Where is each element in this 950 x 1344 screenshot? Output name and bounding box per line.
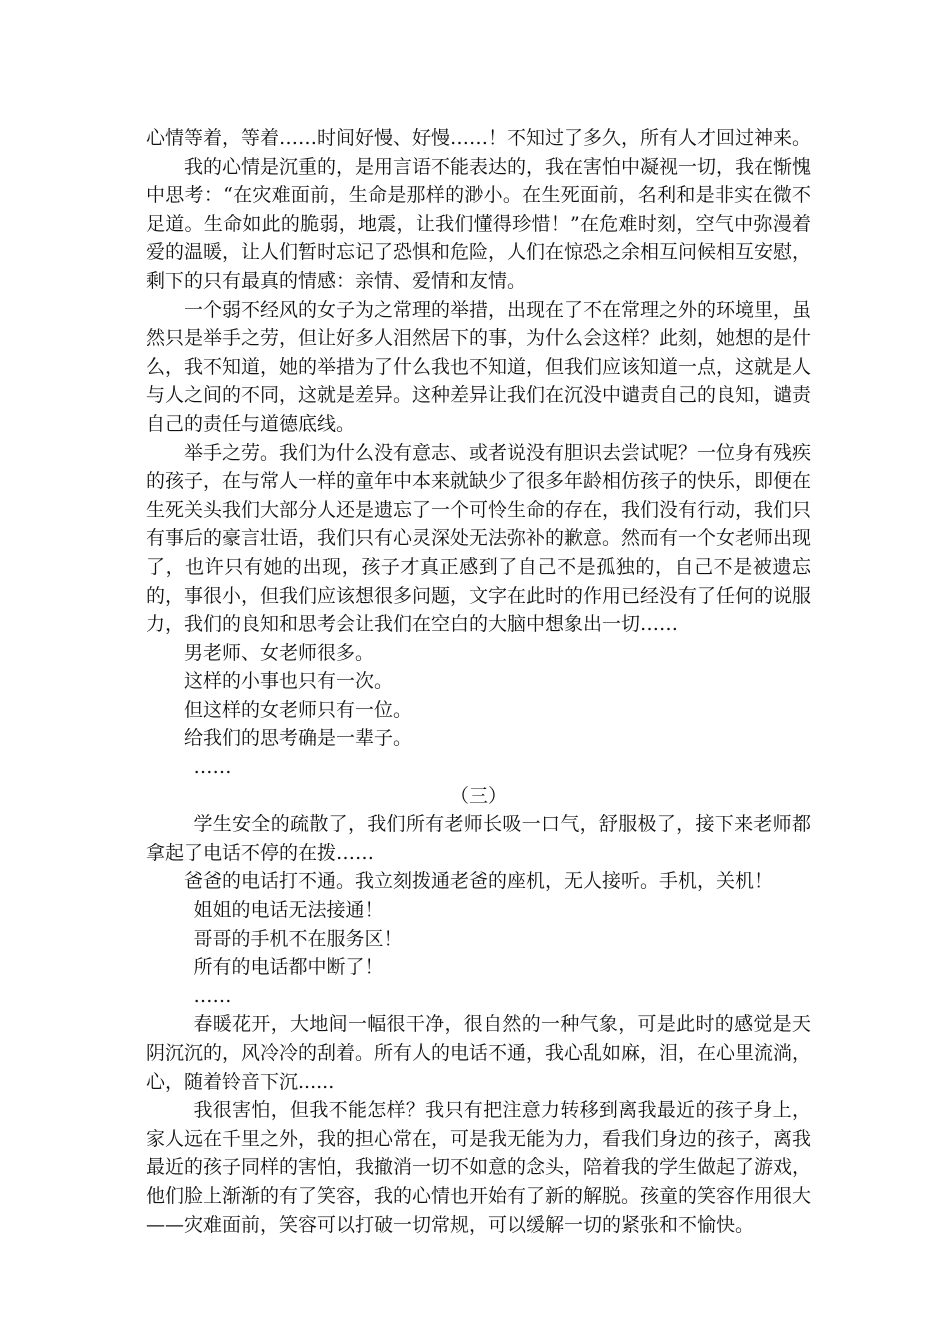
short-line-3: 但这样的女老师只有一位。	[184, 698, 413, 721]
paragraph-helping-hand: 举手之劳。我们为什么没有意志、或者说没有胆识去尝试呢？一位身有残疾的孩子，在与常人一样的童年中本来就缺少了很多年龄相仿孩子的快乐，即便在生死关头我们大部分人还是遗忘了一个可怜生命的存在，我们没有行动，我们只有事后的豪言壮语，我们只有心灵深处无法弥补的歉意。然而有一个女老师出现了，也许只有她的出现，孩子才真正感到了自己不是孤独的，自己不是被遗忘的，事很小，但我们应该想很多问题，文字在此时的作用已经没有了任何的说服力，我们的良知和思考会让我们在空白的大脑中想象出一切……	[146, 441, 812, 636]
paragraph-spring: 春暖花开，大地间一幅很干净，很自然的一种气象，可是此时的感觉是天阴沉沉的，风冷冷的刮着。所有人的电话不通，我心乱如麻，泪，在心里流淌，心，随着铃音下沉......	[146, 1013, 812, 1093]
paragraph-heavy-heart: 我的心情是沉重的，是用言语不能表达的，我在害怕中凝视一切，我在惭愧中思考：“在灾难面前，生命是那样的渺小。在生死面前，名利和是非实在微不足道。生命如此的脆弱，地震，让我们懂得珍惜！”在危难时刻，空气中弥漫着爱的温暖，让人们暂时忘记了恐惧和危险，人们在惊恐之余相互问候相互安慰，剩下的只有最真的情感：亲情、爱情和友情。	[146, 155, 812, 292]
section-heading-three: （三）	[449, 784, 507, 807]
short-line-1: 男老师、女老师很多。	[184, 641, 375, 664]
ellipsis-line-2: ……	[193, 984, 232, 1007]
paragraph-weak-woman: 一个弱不经风的女子为之常理的举措，出现在了不在常理之外的环境里，虽然只是举手之劳，但让好多人泪然居下的事，为什么会这样？此刻，她想的是什么，我不知道，她的举措为了什么我也不知道，但我们应该知道一点，这就是人与人之间的不同，这就是差异。这种差异让我们在沉没中谴责自己的良知，谴责自己的责任与道德底线。	[146, 298, 812, 435]
line-all-phones: 所有的电话都中断了！	[193, 956, 384, 979]
paragraph-father-phone: 爸爸的电话打不通。我立刻拨通老爸的座机，无人接听。手机，关机！	[184, 870, 774, 893]
paragraph-waiting: 心情等着，等着……时间好慢、好慢……！不知过了多久，所有人才回过神来。	[146, 127, 812, 149]
short-line-2: 这样的小事也只有一次。	[184, 670, 394, 693]
ellipsis-line-1: ……	[193, 756, 232, 779]
document-body	[146, 124, 811, 1239]
paragraph-evacuation: 学生安全的疏散了，我们所有老师长吸一口气，舒服极了，接下来老师都拿起了电话不停的在拨……	[146, 813, 811, 864]
line-sister-phone: 姐姐的电话无法接通！	[193, 899, 384, 922]
line-brother-phone: 哥哥的手机不在服务区！	[193, 927, 403, 950]
paragraph-afraid: 我很害怕，但我不能怎样？我只有把注意力转移到离我最近的孩子身上，家人远在千里之外，我的担心常在，可是我无能为力，看我们身边的孩子，离我最近的孩子同样的害怕，我撤消一切不如意的念头，陪着我的学生做起了游戏，他们脸上渐渐的有了笑容，我的心情也开始有了新的解脱。孩童的笑容作用很大——灾难面前，笑容可以打破一切常规，可以缓解一切的紧张和不愉快。	[146, 1099, 812, 1236]
short-line-4: 给我们的思考确是一辈子。	[184, 727, 413, 750]
